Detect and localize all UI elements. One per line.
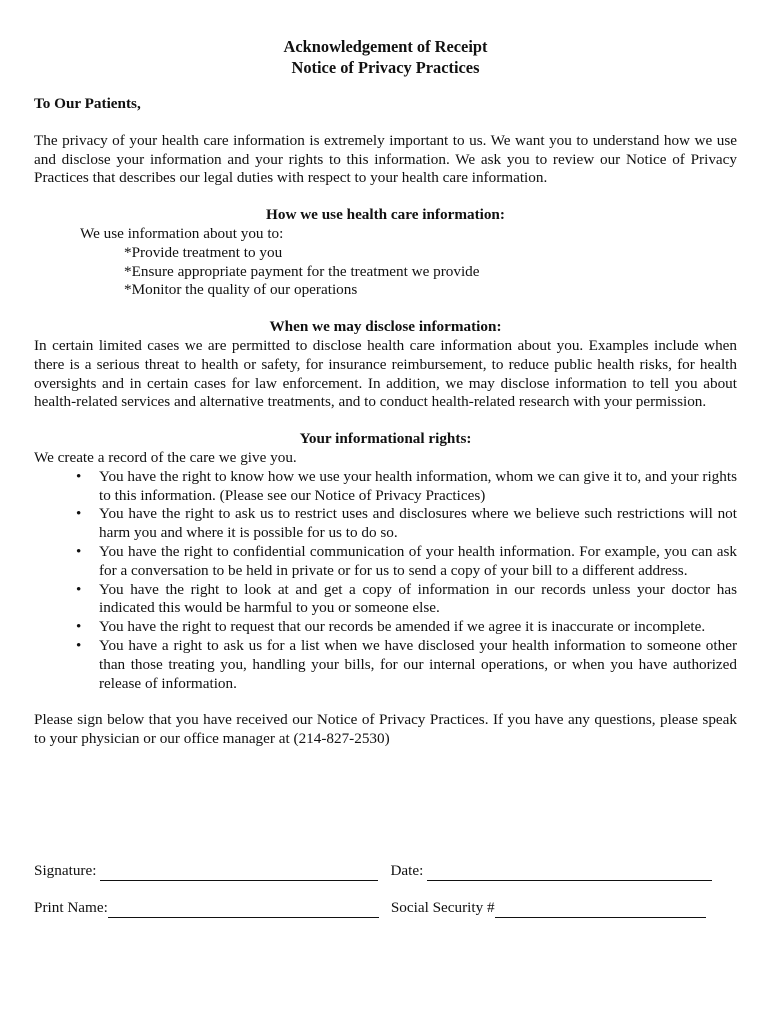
document-title-line1: Acknowledgement of Receipt — [283, 37, 488, 56]
use-section-lead: We use information about you to: — [80, 224, 284, 242]
rights-list-item — [76, 505, 737, 543]
rights-item-text: You have the right to confidential communication of your health information. For example, you can ask for a conversation to be held in private or for us to send a copy of your bill to a different address. — [99, 542, 737, 579]
use-list-item: *Provide treatment to you — [124, 243, 283, 261]
rights-item-text: You have the right to request that our records be amended if we agree it is inaccurate or incomplete. — [99, 618, 706, 636]
print-name-label: Print Name: — [34, 899, 108, 916]
rights-list-item — [76, 467, 737, 506]
date-line[interactable] — [427, 864, 712, 881]
print-name-field — [34, 899, 379, 918]
ssn-label: Social Security # — [390, 899, 495, 916]
rights-list-item — [76, 636, 737, 693]
date-label: Date: — [390, 862, 424, 879]
intro-paragraph: The privacy of your health care information is extremely important to us. We want you to understand how we use and disclose your information and your rights to this information. We ask you to review our Notice of Privacy Practices that describes our legal duties with respect to your health care information. — [34, 131, 737, 187]
rights-item-text: You have the right to look at and get a copy of information in our records unless your doctor has indicated this would be harmful to you or someone else. — [99, 580, 737, 617]
use-list-item: *Ensure appropriate payment for the treatment we provide — [124, 262, 480, 280]
rights-list — [34, 468, 737, 694]
bullet-icon: • — [76, 636, 82, 654]
signature-row — [34, 862, 737, 881]
bullet-icon: • — [76, 618, 82, 636]
bullet-icon: • — [76, 467, 82, 485]
use-section-heading: How we use health care information: — [266, 206, 505, 224]
bullet-icon: • — [76, 542, 82, 560]
closing-paragraph: Please sign below that you have received our Notice of Privacy Practices. If you have any questions, please speak to your physician or our office manager at (214-827-2530) — [34, 711, 737, 748]
ssn-field — [391, 899, 706, 918]
rights-list-item — [76, 542, 737, 581]
disclose-section-body: In certain limited cases we are permitted to disclose health care information about you. Examples include when there is a serious threat to health or safety, for insurance reimbursement, to reduce public health risks, for health oversights and in certain cases for law enforcement. In addition, we may disclose information to tell you about health-related services and alternative treatments, and to conduct health-related research with your permission. — [34, 336, 737, 411]
rights-section-lead: We create a record of the care we give you. — [34, 448, 297, 466]
bullet-icon: • — [76, 505, 82, 523]
signature-field — [34, 862, 378, 881]
document-title-line2: Notice of Privacy Practices — [291, 58, 480, 77]
rights-list-item — [76, 580, 737, 619]
signature-label: Signature: — [34, 862, 97, 879]
rights-item-text: You have the right to ask us to restrict uses and disclosures where we believe such restrictions will not harm you and where it is possible for us to do so. — [99, 505, 737, 542]
disclose-section-heading: When we may disclose information: — [269, 318, 502, 336]
document-page — [34, 36, 737, 916]
use-list — [34, 244, 737, 300]
greeting: To Our Patients, — [34, 95, 141, 112]
signature-line[interactable] — [100, 864, 378, 881]
print-name-line[interactable] — [108, 901, 379, 918]
date-field — [390, 862, 712, 881]
print-name-row — [34, 899, 737, 918]
rights-item-text: You have a right to ask us for a list when we have disclosed your health information to someone other than those treating you, handling your bills, for our internal operations, or when you have authorized release of information. — [99, 636, 737, 692]
rights-section-heading: Your informational rights: — [299, 430, 472, 448]
rights-item-text: You have the right to know how we use your health information, whom we can give it to, and your rights to this information. (Please see our Notice of Privacy Practices) — [99, 467, 737, 504]
use-list-item: *Monitor the quality of our operations — [124, 281, 358, 299]
ssn-line[interactable] — [495, 901, 706, 918]
rights-list-item — [76, 618, 737, 637]
bullet-icon: • — [76, 580, 82, 598]
